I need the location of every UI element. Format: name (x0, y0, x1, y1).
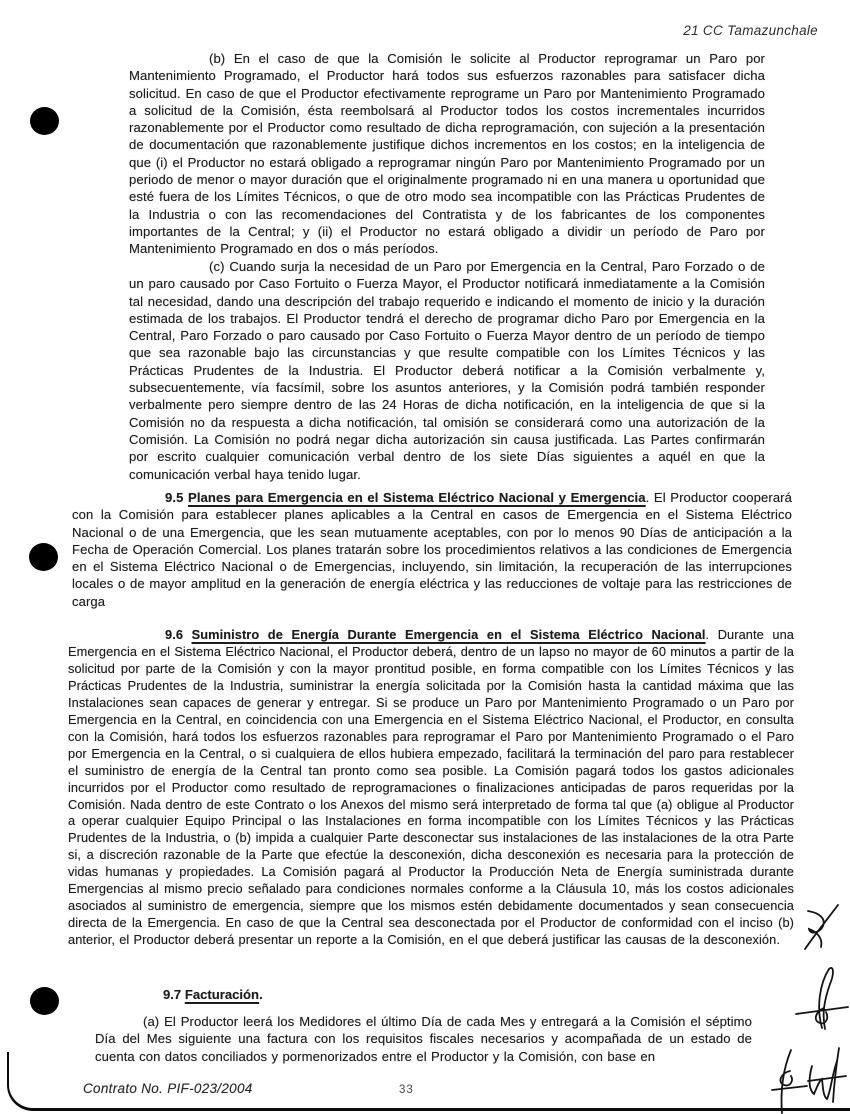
page-number: 33 (399, 1084, 414, 1096)
hole-punch-dot (29, 543, 58, 571)
section-9-7-title: Facturación (184, 987, 260, 1002)
section-9-5-title: Planes para Emergencia en el Sistema Eléctrico Nacional y Emergencia (188, 490, 646, 505)
page-header-title: 21 CC Tamazunchale (683, 23, 818, 38)
handwritten-paraph-middle (796, 968, 848, 1029)
section-9-5-body: . El Productor cooperará con la Comisión para establecer planes aplicables a la Central en casos de Emergencia en el Sistema Eléctrico Nacional o de una Emergencia, que les sean mutuamente aceptables, con por lo menos 90 Días de anticipación a la Fecha de Operación Comercial. Los planes tratarán sobre los procedimientos relativos a las condiciones de Emergencia en el Sistema Eléctrico Nacional o de Emergencias, incluyendo, sin limitación, la recuperación de las interrupciones locales o de mayor amplitud en la generación de energía eléctrica y las reducciones de voltaje para las restricciones de carga (72, 490, 792, 609)
section-9-6-number: 9.6 (165, 627, 184, 642)
section-9-5 (72, 489, 792, 610)
hole-punch-dot (30, 987, 59, 1015)
paragraph-b: (b) En el caso de que la Comisión le solicite al Productor reprogramar un Paro por Mantenimiento Programado, el Productor hará todos sus esfuerzos razonables para satisfacer dicha solicitud. En caso de que el Productor efectivamente reprograme un Paro por Mantenimiento Programado a solicitud de la Comisión, ésta reembolsará al Productor todos los costos incrementales incurridos razonablemente por el Productor como resultado de dicha reprogramación, con sujeción a la presentación de documentación que razonablemente justifique dichos incrementos en los costos; en la inteligencia de que (i) el Productor no estará obligado a reprogramar ningún Paro por Mantenimiento Programado por un periodo de menor o mayor duración que el originalmente programado ni en una manera u oportunidad que esté fuera de los Límites Técnicos, o que de otro modo sea incompatible con las Prácticas Prudentes de la Industria o con las recomendaciones del Contratista y de los fabricantes de los componentes importantes de la Central; y (ii) el Productor no estará obligado a dividir un período de Paro por Mantenimiento Programado en dos o más períodos. (129, 51, 765, 257)
handwritten-paraph-bottom-right (808, 1048, 846, 1102)
handwritten-initials-marks (750, 895, 850, 1114)
footer-contract-number: Contrato No. PIF-023/2004 (83, 1081, 253, 1096)
handwritten-paraph-upper (805, 905, 838, 949)
section-9-7-heading (163, 986, 263, 1003)
paragraph-a: (a) El Productor leerá los Medidores el último Día de cada Mes y entregará a la Comisión el séptimo Día del Mes siguiente una factura con los requisitos fiscales necesarios y acompañada de un estado de cuenta con datos conciliados y pormenorizados entre el Productor y la Comisión, con base en (95, 1014, 752, 1064)
handwritten-paraph-bottom-left (772, 1050, 807, 1113)
section-9-7-period: . (259, 987, 263, 1002)
section-9-5-number: 9.5 (165, 490, 184, 505)
hole-punch-dot (30, 107, 59, 135)
paragraph-c: (c) Cuando surja la necesidad de un Paro por Emergencia en la Central, Paro Forzado o de un paro causado por Caso Fortuito o Fuerza Mayor, el Productor notificará inmediatamente a la Comisión tal necesidad, dando una descripción del trabajo requerido e indicando el momento de inicio y la duración estimada de los trabajos. El Productor tendrá el derecho de programar dicho Paro por Emergencia en la Central, Paro Forzado o paro causado por Caso Fortuito o Fuerza Mayor dentro de un período de tiempo que sea razonable bajo las circunstancias y que resulte compatible con los Límites Técnicos y las Prácticas Prudentes de la Industria. El Productor deberá notificar a la Comisión verbalmente y, subsecuentemente, vía facsímil, sobre los asuntos anteriores, y la Comisión podrá también responder verbalmente pero siempre dentro de las 24 Horas de dicha notificación, en la inteligencia de que si la Comisión no da respuesta a dicha notificación, tal omisión se considerará como una autorización de la Comisión. La Comisión no podrá negar dicha autorización sin causa justificada. Las Partes confirmarán por escrito cualquier comunicación verbal dentro de los siete Días siguientes a aquél en que la comunicación verbal haya tenido lugar. (129, 259, 765, 482)
section-9-7-number: 9.7 (163, 987, 182, 1002)
section-9-6-title: Suministro de Energía Durante Emergencia en el Sistema Eléctrico Nacional (191, 627, 706, 642)
section-9-6-body: . Durante una Emergencia en el Sistema Eléctrico Nacional, el Productor deberá, dentro de un lapso no mayor de 60 minutos a partir de la solicitud por parte de la Comisión y con la mayor prontitud posible, en forma compatible con los Límites Técnicos y las Prácticas Prudentes de la Industria, suministrar la energía solicitada por la Comisión hasta la cantidad máxima que las Instalaciones sean capaces de generar y entregar. Si se produce un Paro por Mantenimiento Programado o un Paro por Emergencia en la Central, en coincidencia con una Emergencia en el Sistema Eléctrico Nacional, el Productor, en consulta con la Comisión, hará todos los esfuerzos razonables para reprogramar el Paro por Mantenimiento Programado o el Paro por Emergencia en la Central, o si cualquiera de ellos hubiera empezado, facilitará la terminación del paro para restablecer el suministro de energía de la Central tan pronto como sea posible. La Comisión pagará todos los gastos adicionales incurridos por el Productor como resultado de reprogramaciones o finalizaciones anticipadas de paros requeridas por la Comisión. Nada dentro de este Contrato o los Anexos del mismo será interpretado de forma tal que (a) obligue al Productor a operar cualquier Equipo Principal o las Instalaciones en forma incompatible con los Límites Técnicos y las Prácticas Prudentes de la Industria, o (b) impida a cualquier Parte desconectar sus instalaciones de las instalaciones de la otra Parte si, a discreción razonable de la Parte que efectúe la desconexión, dicha desconexión es necesaria para la protección de vidas humanas y propiedades. La Comisión pagará al Productor la Producción Neta de Energía suministrada durante Emergencias al mismo precio señalado para condiciones normales conforme a la Cláusula 10, más los costos adicionales asociados al suministro de emergencia, siempre que los mismos estén debidamente documentados y sean consecuencia directa de la Emergencia. En caso de que la Central sea desconectada por el Productor de conformidad con el inciso (b) anterior, el Productor deberá presentar un reporte a la Comisión, en el que deberá justificar las causas de la desconexión. (68, 627, 794, 948)
section-9-6 (68, 627, 794, 949)
